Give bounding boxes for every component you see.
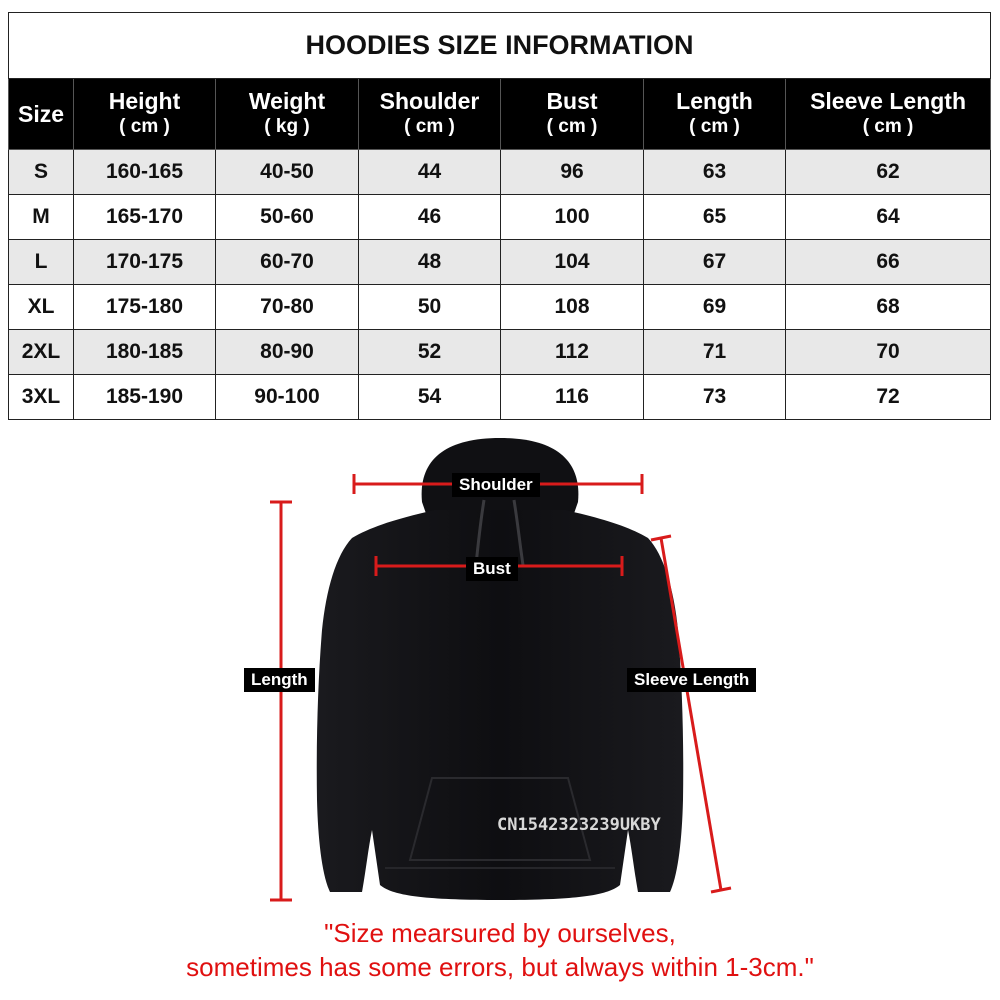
cell-sleeve-length: 66: [786, 240, 991, 285]
cell-length: 63: [644, 150, 786, 195]
table-row: [9, 375, 991, 420]
cell-bust: 96: [501, 150, 644, 195]
size-table: [8, 12, 991, 420]
note-line-2: sometimes has some errors, but always within 1-3cm.": [186, 952, 814, 982]
header-bust: Bust ( cm ): [501, 79, 644, 150]
cell-weight: 90-100: [216, 375, 359, 420]
cell-size: M: [9, 195, 74, 240]
cell-weight: 40-50: [216, 150, 359, 195]
note-line-1: "Size mearsured by ourselves,: [324, 918, 676, 948]
table-row: [9, 285, 991, 330]
cell-length: 69: [644, 285, 786, 330]
cell-sleeve-length: 64: [786, 195, 991, 240]
table-row: [9, 330, 991, 375]
cell-sleeve-length: 72: [786, 375, 991, 420]
cell-weight: 60-70: [216, 240, 359, 285]
cell-height: 170-175: [74, 240, 216, 285]
cell-weight: 70-80: [216, 285, 359, 330]
cell-height: 160-165: [74, 150, 216, 195]
hoodie-illustration: [0, 430, 1000, 1000]
cell-shoulder: 48: [359, 240, 501, 285]
cell-weight: 80-90: [216, 330, 359, 375]
sleeve-length-label: Sleeve Length: [627, 668, 756, 692]
table-title: HOODIES SIZE INFORMATION: [9, 13, 991, 79]
cell-bust: 104: [501, 240, 644, 285]
cell-size: 2XL: [9, 330, 74, 375]
cell-size: L: [9, 240, 74, 285]
bust-label: Bust: [466, 557, 518, 581]
header-weight: Weight ( kg ): [216, 79, 359, 150]
cell-height: 185-190: [74, 375, 216, 420]
cell-shoulder: 50: [359, 285, 501, 330]
header-sleeve-length: Sleeve Length ( cm ): [786, 79, 991, 150]
cell-height: 180-185: [74, 330, 216, 375]
cell-shoulder: 54: [359, 375, 501, 420]
cell-sleeve-length: 70: [786, 330, 991, 375]
hoodie-figure: [0, 430, 1000, 1000]
cell-bust: 108: [501, 285, 644, 330]
cell-bust: 112: [501, 330, 644, 375]
table-row: [9, 150, 991, 195]
header-row: [9, 79, 991, 150]
cell-weight: 50-60: [216, 195, 359, 240]
cell-height: 175-180: [74, 285, 216, 330]
table-row: [9, 195, 991, 240]
header-shoulder: Shoulder ( cm ): [359, 79, 501, 150]
cell-length: 67: [644, 240, 786, 285]
cell-size: XL: [9, 285, 74, 330]
header-size: Size: [9, 79, 74, 150]
cell-length: 73: [644, 375, 786, 420]
header-length: Length ( cm ): [644, 79, 786, 150]
cell-shoulder: 44: [359, 150, 501, 195]
cell-sleeve-length: 68: [786, 285, 991, 330]
cell-length: 65: [644, 195, 786, 240]
watermark-text: CN1542323239UKBY: [497, 815, 661, 835]
cell-sleeve-length: 62: [786, 150, 991, 195]
length-label: Length: [244, 668, 315, 692]
header-height: Height ( cm ): [74, 79, 216, 150]
cell-shoulder: 46: [359, 195, 501, 240]
cell-shoulder: 52: [359, 330, 501, 375]
shoulder-label: Shoulder: [452, 473, 540, 497]
cell-length: 71: [644, 330, 786, 375]
cell-height: 165-170: [74, 195, 216, 240]
cell-bust: 100: [501, 195, 644, 240]
table-row: [9, 240, 991, 285]
length-measure: [270, 502, 292, 900]
cell-size: S: [9, 150, 74, 195]
cell-size: 3XL: [9, 375, 74, 420]
cell-bust: 116: [501, 375, 644, 420]
